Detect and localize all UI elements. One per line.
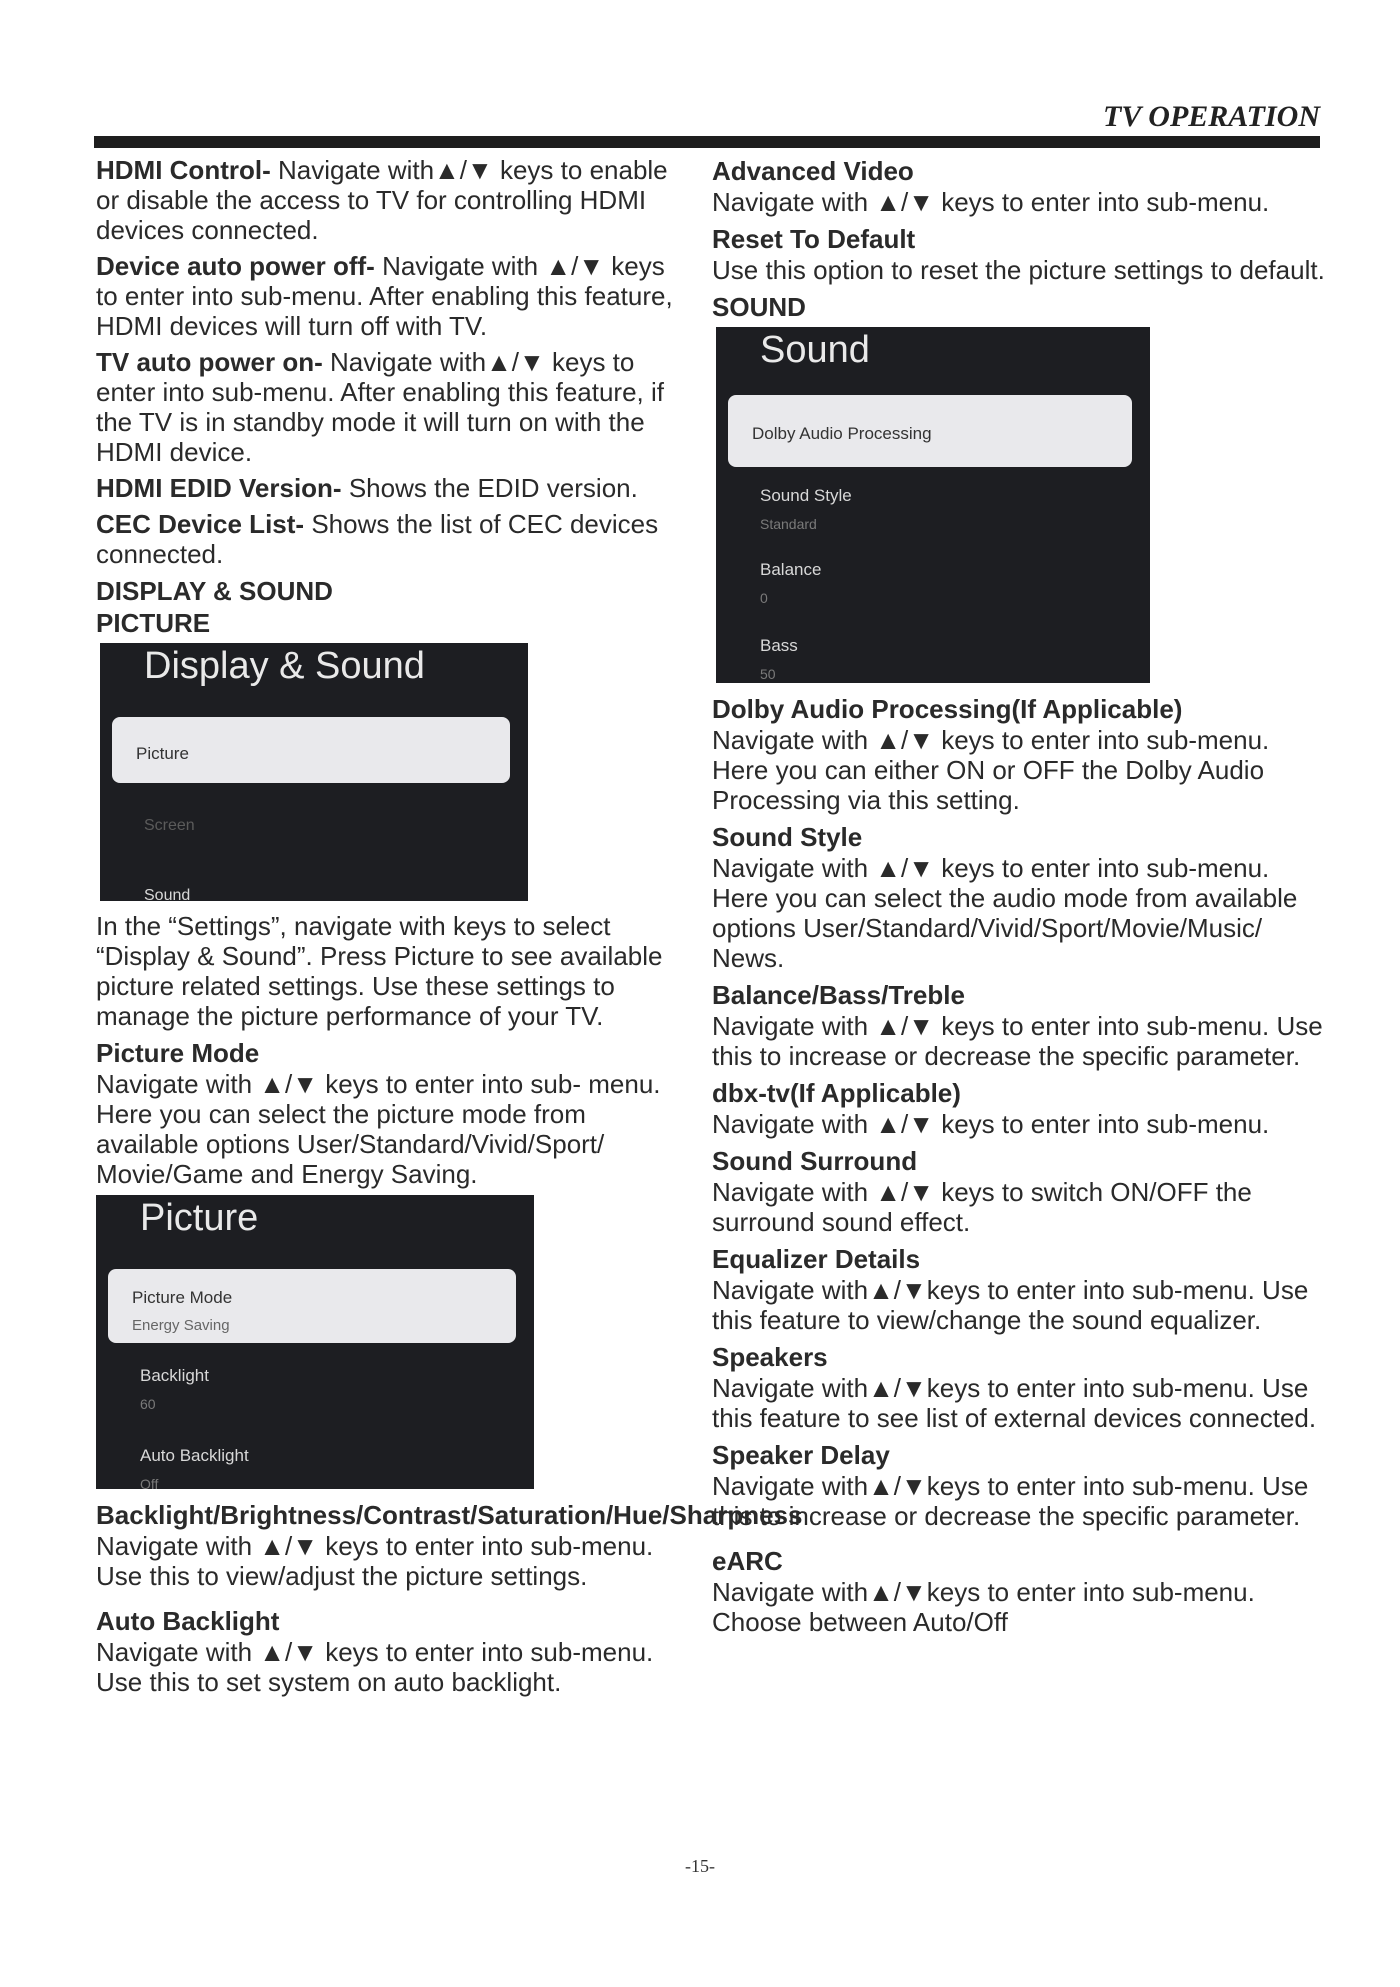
screen-title: Display & Sound [144, 645, 425, 687]
menu-item-value: Energy Saving [132, 1317, 230, 1334]
menu-item-sound-style: Sound Style [760, 486, 852, 505]
menu-item-auto-backlight: Auto Backlight [140, 1446, 249, 1465]
hdmi-control-para: HDMI Control- Navigate with▲/▼ keys to enable or disable the access to TV for controlling HDMI devices connected. [96, 155, 668, 245]
speakers-text: Navigate with▲/▼keys to enter into sub-menu. Use this feature to see list of external devices connected. [712, 1373, 1317, 1433]
display-sound-screenshot [100, 643, 528, 901]
advanced-video-heading: Advanced Video [712, 156, 914, 186]
earc-heading: eARC [712, 1546, 783, 1576]
sound-heading: SOUND [712, 292, 806, 322]
menu-item-balance-value: 0 [760, 590, 768, 606]
menu-item-label: Picture [136, 744, 189, 763]
device-auto-off-para: Device auto power off- Navigate with ▲/▼ keys to enter into sub-menu. After enabling this feature, HDMI devices will turn off with TV. [96, 251, 673, 341]
dolby-heading: Dolby Audio Processing(If Applicable) [712, 694, 1183, 724]
sound-screenshot [716, 327, 1150, 683]
earc-text: Navigate with▲/▼keys to enter into sub-menu. Choose between Auto/Off [712, 1577, 1255, 1637]
backlight-text: Navigate with ▲/▼ keys to enter into sub-menu. Use this to view/adjust the picture settings. [96, 1531, 654, 1591]
picture-mode-heading: Picture Mode [96, 1038, 260, 1068]
menu-item-backlight: Backlight [140, 1366, 209, 1385]
menu-item-label: Dolby Audio Processing [752, 424, 932, 443]
menu-item-label: Picture Mode [132, 1288, 233, 1307]
menu-item-balance: Balance [760, 560, 822, 579]
surround-text: Navigate with ▲/▼ keys to switch ON/OFF the surround sound effect. [712, 1177, 1252, 1237]
menu-item-bass-value: 50 [760, 666, 776, 682]
dbx-heading: dbx-tv(If Applicable) [712, 1078, 961, 1108]
menu-item-auto-backlight-value: Off [140, 1476, 159, 1489]
surround-heading: Sound Surround [712, 1146, 918, 1176]
equalizer-text: Navigate with▲/▼keys to enter into sub-menu. Use this feature to view/change the sound equalizer. [712, 1275, 1309, 1335]
advanced-video-text: Navigate with ▲/▼ keys to enter into sub-menu. [712, 187, 1270, 217]
header-rule [94, 136, 1320, 148]
backlight-heading: Backlight/Brightness/Contrast/Saturation/Hue/Sharpness [96, 1500, 803, 1530]
menu-item-backlight-value: 60 [140, 1396, 156, 1412]
sound-style-heading: Sound Style [712, 822, 863, 852]
menu-item-screen: Screen [144, 817, 195, 834]
reset-heading: Reset To Default [712, 224, 916, 254]
speakers-heading: Speakers [712, 1342, 828, 1372]
page-number: -15- [685, 1856, 715, 1876]
auto-backlight-heading: Auto Backlight [96, 1606, 280, 1636]
equalizer-heading: Equalizer Details [712, 1244, 921, 1274]
picture-screenshot [96, 1195, 534, 1489]
speaker-delay-heading: Speaker Delay [712, 1440, 890, 1470]
display-sound-heading: DISPLAY & SOUND [96, 576, 333, 606]
menu-item-bass: Bass [760, 636, 798, 655]
balance-heading: Balance/Bass/Treble [712, 980, 965, 1010]
screen-title: Sound [760, 329, 870, 371]
reset-text: Use this option to reset the picture settings to default. [712, 255, 1325, 285]
selected-menu-item [108, 1269, 516, 1343]
speaker-delay-text: Navigate with▲/▼keys to enter into sub-menu. Use this to increase or decrease the specific parameter. [712, 1471, 1309, 1531]
dolby-text: Navigate with ▲/▼ keys to enter into sub-menu. Here you can either ON or OFF the Dolby Audio Processing via this setting. [712, 725, 1270, 815]
screen-title: Picture [140, 1197, 259, 1239]
settings-para: In the “Settings”, navigate with keys to select “Display & Sound”. Press Picture to see available picture related settings. Use these settings to manage the picture performance of your TV. [96, 911, 663, 1031]
edid-para: HDMI EDID Version- Shows the EDID version. [96, 473, 638, 503]
selected-menu-item [728, 395, 1132, 467]
right-column [712, 155, 1332, 1643]
sound-style-text: Navigate with ▲/▼ keys to enter into sub-menu. Here you can select the audio mode from available options User/Standard/Vivid/Sport/Movie/Music/ News. [712, 853, 1298, 973]
picture-mode-text: Navigate with ▲/▼ keys to enter into sub- menu. Here you can select the picture mode from available options User/Standard/Vivid/Sport/ Movie/Game and Energy Saving. [96, 1069, 661, 1189]
menu-item-sound: Sound [144, 887, 191, 901]
picture-heading: PICTURE [96, 608, 211, 638]
section-title: TV OPERATION [1103, 100, 1320, 133]
dbx-text: Navigate with ▲/▼ keys to enter into sub-menu. [712, 1109, 1270, 1139]
cec-para: CEC Device List- Shows the list of CEC devices connected. [96, 509, 659, 569]
balance-text: Navigate with ▲/▼ keys to enter into sub-menu. Use this to increase or decrease the specific parameter. [712, 1011, 1323, 1071]
selected-menu-item [112, 717, 510, 783]
auto-backlight-text: Navigate with ▲/▼ keys to enter into sub-menu. Use this to set system on auto backlight. [96, 1637, 654, 1697]
menu-item-sound-style-value: Standard [760, 516, 817, 532]
tv-auto-on-para: TV auto power on- Navigate with▲/▼ keys to enter into sub-menu. After enabling this feature, if the TV is in standby mode it will turn on with the HDMI device. [96, 347, 665, 467]
